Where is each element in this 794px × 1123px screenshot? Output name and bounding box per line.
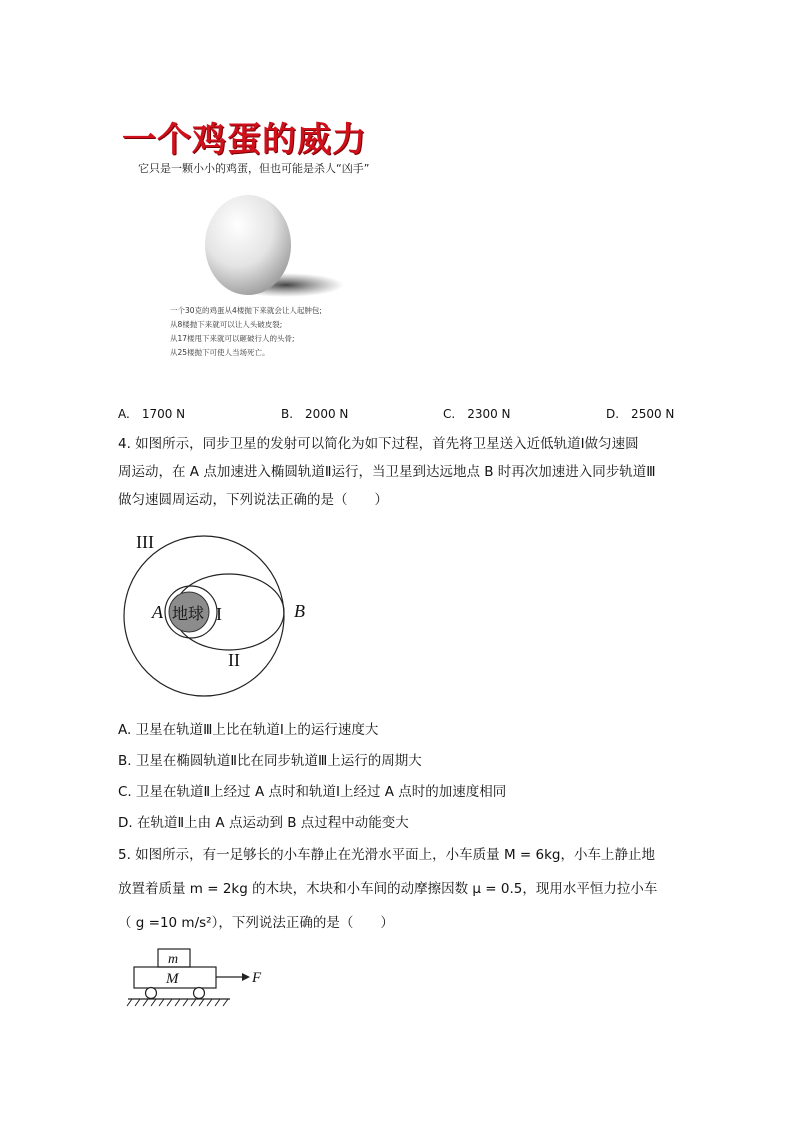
q4-choice-d[interactable]: D. 在轨道Ⅱ上由 A 点运动到 B 点过程中动能变大 xyxy=(118,815,409,831)
q4-choice-a[interactable]: A. 卫星在轨道Ⅲ上比在轨道Ⅰ上的运行速度大 xyxy=(118,722,379,738)
label-F: F xyxy=(252,970,262,986)
wheel-right xyxy=(194,988,205,999)
poster-line: 一个30克的鸡蛋从4楼抛下来就会让人起肿包; xyxy=(170,306,322,315)
poster-text-lines xyxy=(170,304,322,360)
wheel-left xyxy=(146,988,157,999)
option-c[interactable]: C. 2300 N xyxy=(443,407,511,421)
label-I: I xyxy=(216,604,222,624)
q5-line-1: 5. 如图所示，有一足够长的小车静止在光滑水平面上，小车质量 M = 6kg，小车上静止地 xyxy=(118,847,655,863)
label-A: A xyxy=(152,602,163,622)
label-earth: 地球 xyxy=(172,604,205,623)
poster-line: 从25楼抛下可使人当场死亡。 xyxy=(170,348,270,357)
cart-diagram xyxy=(126,944,276,1014)
label-III: III xyxy=(136,532,154,552)
label-B: B xyxy=(294,601,305,621)
label-m: m xyxy=(168,952,179,967)
q4-line-1: 4. 如图所示，同步卫星的发射可以简化为如下过程，首先将卫星送入近低轨道Ⅰ做匀速圆 xyxy=(118,436,639,452)
option-b[interactable]: B. 2000 N xyxy=(281,407,349,421)
orbit-diagram xyxy=(118,528,318,708)
poster-title: 一个鸡蛋的威力 xyxy=(122,120,367,160)
egg-image xyxy=(188,190,348,300)
q5-line-2: 放置着质量 m = 2kg 的木块，木块和小车间的动摩擦因数 μ = 0.5，现用水平恒力拉小车 xyxy=(118,881,658,897)
option-d[interactable]: D. 2500 N xyxy=(606,407,675,421)
poster-subtitle: 它只是一颗小小的鸡蛋，但也可能是杀人“凶手” xyxy=(138,162,370,175)
q3-options xyxy=(118,405,678,425)
ground-hatching xyxy=(127,999,228,1006)
label-M: M xyxy=(166,971,179,987)
q5-line-3: （ g =10 m/s²），下列说法正确的是（ ） xyxy=(118,915,394,931)
force-arrow-head xyxy=(242,973,250,981)
poster-line: 从17楼甩下来就可以砸破行人的头骨; xyxy=(170,334,295,343)
q4-choice-c[interactable]: C. 卫星在轨道Ⅱ上经过 A 点时和轨道Ⅰ上经过 A 点时的加速度相同 xyxy=(118,784,507,800)
question-4-stem xyxy=(118,430,688,514)
egg-poster xyxy=(118,112,390,362)
option-a[interactable]: A. 1700 N xyxy=(118,407,186,421)
poster-line: 从8楼抛下来就可以让人头破皮裂; xyxy=(170,320,283,329)
q4-choice-b[interactable]: B. 卫星在椭圆轨道Ⅱ比在同步轨道Ⅲ上运行的周期大 xyxy=(118,753,422,769)
question-5-stem xyxy=(118,838,698,940)
label-II: II xyxy=(228,650,240,670)
q4-line-2: 周运动，在 A 点加速进入椭圆轨道Ⅱ运行，当卫星到达远地点 B 时再次加速进入同步轨道Ⅲ xyxy=(118,464,656,480)
q4-line-3: 做匀速圆周运动，下列说法正确的是（ ） xyxy=(118,492,388,508)
